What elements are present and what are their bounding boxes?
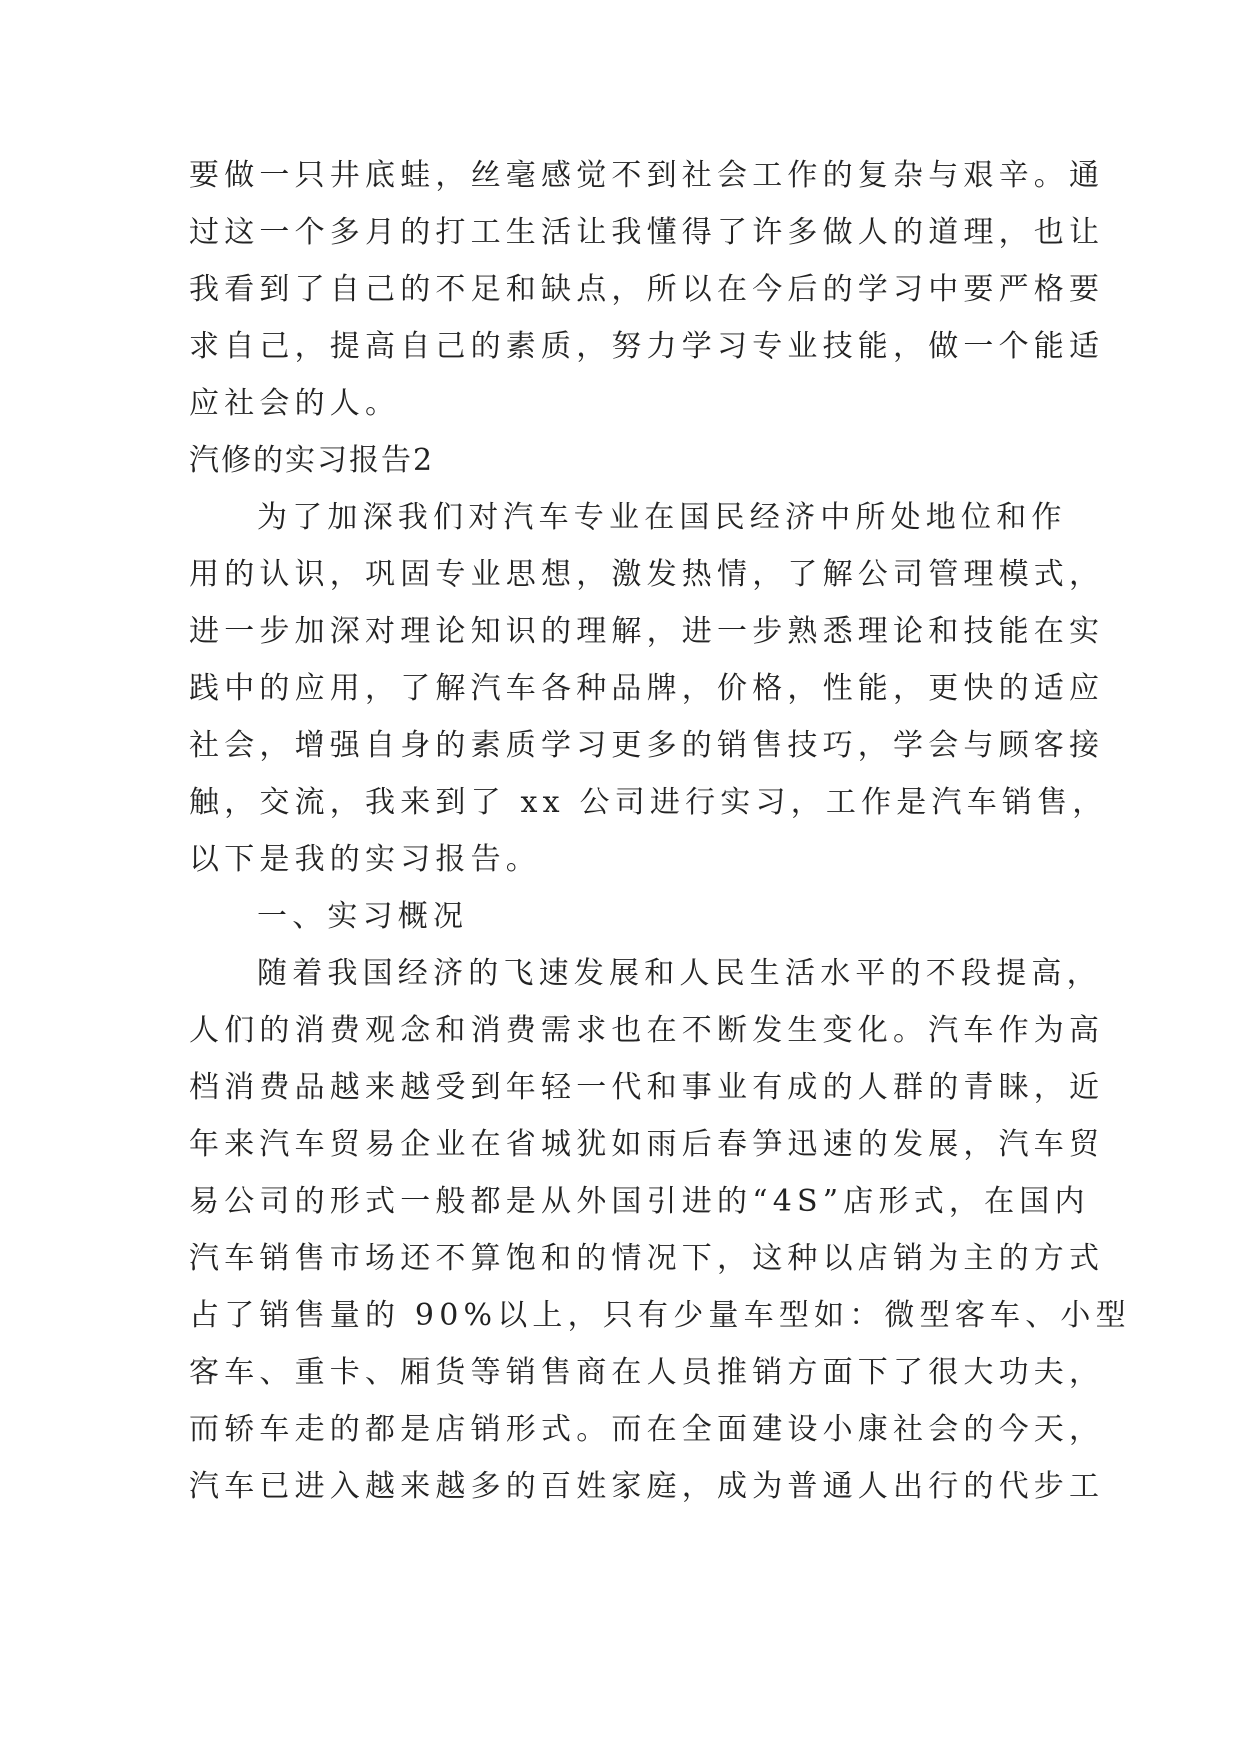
paragraph-line: 过这一个多月的打工生活让我懂得了许多做人的道理，也让: [189, 215, 1105, 250]
paragraph-line: 以下是我的实习报告。: [189, 842, 541, 877]
paragraph-line: 年来汽车贸易企业在省城犹如雨后春笋迅速的发展，汽车贸: [189, 1127, 1105, 1162]
paragraph-line: 汽车销售市场还不算饱和的情况下，这种以店销为主的方式: [189, 1241, 1105, 1276]
paragraph-line: 汽车已进入越来越多的百姓家庭，成为普通人出行的代步工: [189, 1469, 1105, 1504]
paragraph-line: 应社会的人。: [189, 386, 401, 421]
paragraph-line: 进一步加深对理论知识的理解，进一步熟悉理论和技能在实: [189, 614, 1105, 649]
paragraph-line: 随着我国经济的飞速发展和人民生活水平的不段提高，: [257, 956, 1102, 991]
paragraph-line: 用的认识，巩固专业思想，激发热情，了解公司管理模式，: [189, 557, 1105, 592]
paragraph-line: 客车、重卡、厢货等销售商在人员推销方面下了很大功夫，: [189, 1355, 1105, 1390]
paragraph-line: 要做一只井底蛙，丝毫感觉不到社会工作的复杂与艰辛。通: [189, 158, 1105, 193]
paragraph-line: 占了销售量的 90%以上，只有少量车型如：微型客车、小型: [189, 1298, 1131, 1333]
paragraph-line: 践中的应用，了解汽车各种品牌，价格，性能，更快的适应: [189, 671, 1105, 706]
paragraph-line: 我看到了自己的不足和缺点，所以在今后的学习中要严格要: [189, 272, 1105, 307]
paragraph-line: 社会，增强自身的素质学习更多的销售技巧，学会与顾客接: [189, 728, 1105, 763]
paragraph-line: 档消费品越来越受到年轻一代和事业有成的人群的青睐，近: [189, 1070, 1105, 1105]
paragraph-line: 人们的消费观念和消费需求也在不断发生变化。汽车作为高: [189, 1013, 1105, 1048]
paragraph-line: 求自己，提高自己的素质，努力学习专业技能，做一个能适: [189, 329, 1105, 364]
paragraph-line: 为了加深我们对汽车专业在国民经济中所处地位和作: [257, 500, 1067, 535]
paragraph-line: 触，交流，我来到了 xx 公司进行实习，工作是汽车销售，: [189, 785, 1108, 820]
paragraph-line: 易公司的形式一般都是从外国引进的“4S”店形式，在国内: [189, 1184, 1090, 1219]
subheading: 一、实习概况: [257, 899, 469, 934]
paragraph-line: 而轿车走的都是店销形式。而在全面建设小康社会的今天，: [189, 1412, 1105, 1447]
section-title: 汽修的实习报告2: [189, 443, 435, 478]
